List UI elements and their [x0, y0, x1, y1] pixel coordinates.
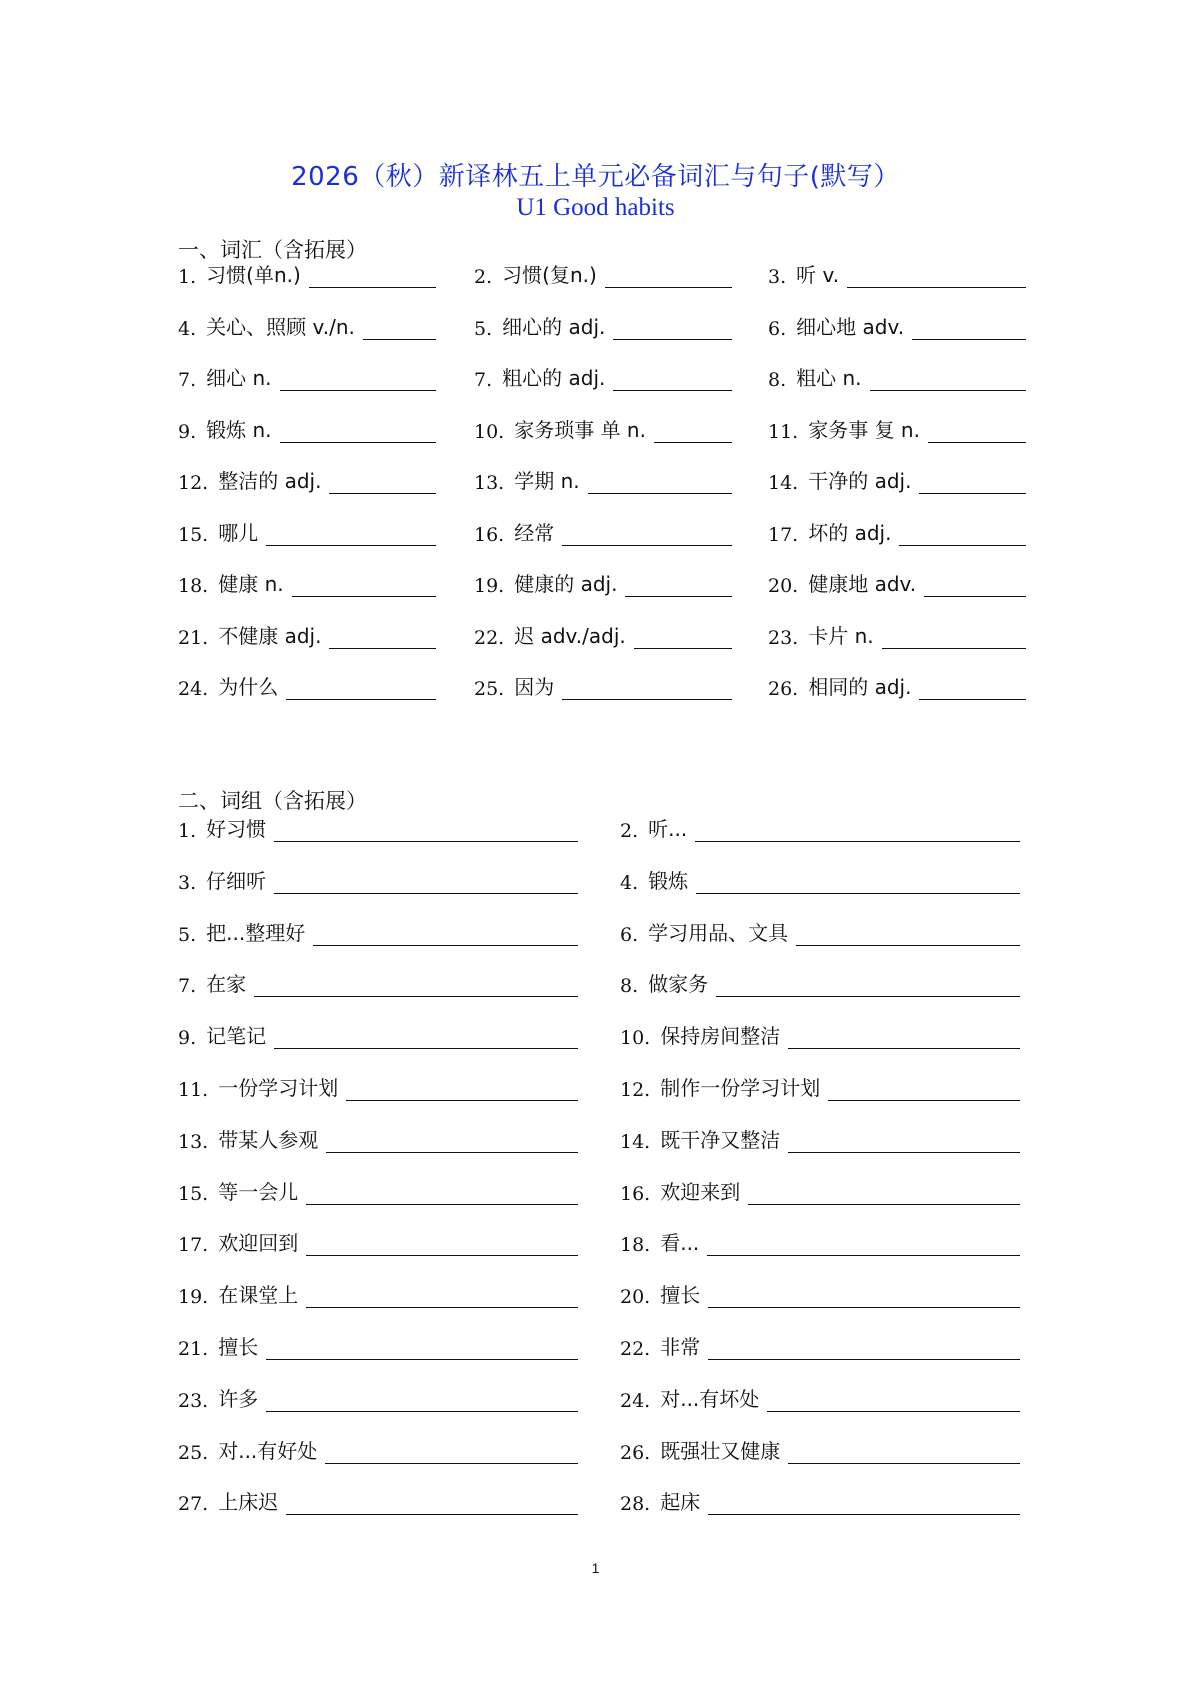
answer-blank[interactable] — [313, 921, 578, 946]
phrase-item — [178, 812, 578, 842]
vocab-item-number: 14. — [768, 472, 799, 494]
vocab-item-label: 家务琐事 单 n. — [514, 417, 646, 442]
phrase-item — [620, 1485, 1020, 1515]
vocab-item-number: 2. — [474, 266, 493, 288]
phrase-item-number: 25. — [178, 1441, 209, 1464]
phrase-item — [178, 864, 578, 894]
phrase-item-number: 28. — [620, 1493, 651, 1516]
vocab-item-number: 19. — [474, 575, 505, 597]
phrase-item-number: 20. — [620, 1286, 651, 1309]
answer-blank[interactable] — [767, 1387, 1020, 1412]
phrase-item — [620, 864, 1020, 894]
answer-blank[interactable] — [882, 624, 1026, 649]
answer-blank[interactable] — [605, 263, 732, 288]
answer-blank[interactable] — [266, 1387, 578, 1412]
phrase-item — [620, 1434, 1020, 1464]
answer-blank[interactable] — [254, 972, 578, 997]
answer-blank[interactable] — [613, 366, 732, 391]
answer-blank[interactable] — [292, 572, 436, 597]
phrase-item-label: 在课堂上 — [218, 1283, 299, 1308]
phrase-item-number: 15. — [178, 1182, 209, 1205]
answer-blank[interactable] — [280, 418, 436, 443]
answer-blank[interactable] — [363, 315, 436, 340]
vocab-item — [178, 516, 436, 546]
phrase-item-label: 看... — [660, 1231, 700, 1256]
vocab-item-label: 习惯(单n.) — [206, 263, 301, 287]
answer-blank[interactable] — [306, 1180, 578, 1205]
answer-blank[interactable] — [326, 1128, 578, 1153]
phrase-item-label: 擅长 — [218, 1335, 259, 1359]
vocab-item-label: 细心 n. — [206, 366, 272, 390]
phrase-item-label: 带某人参观 — [218, 1127, 319, 1152]
phrase-item-number: 22. — [620, 1338, 651, 1360]
phrase-item-number: 19. — [178, 1286, 209, 1309]
answer-blank[interactable] — [329, 469, 436, 494]
vocab-item — [768, 361, 1026, 391]
phrase-item — [620, 1278, 1020, 1308]
phrase-item-number: 16. — [620, 1182, 651, 1205]
answer-blank[interactable] — [708, 1283, 1020, 1308]
phrase-item — [178, 1485, 578, 1515]
phrase-item-label: 欢迎来到 — [660, 1179, 741, 1204]
answer-blank[interactable] — [654, 418, 732, 443]
answer-blank[interactable] — [796, 921, 1020, 946]
phrase-item-label: 听... — [648, 817, 688, 841]
answer-blank[interactable] — [562, 675, 732, 700]
phrase-item — [178, 1226, 578, 1256]
answer-blank[interactable] — [870, 366, 1026, 391]
phrase-item — [178, 1123, 578, 1153]
vocab-item-number: 1. — [178, 266, 197, 288]
answer-blank[interactable] — [286, 1490, 578, 1515]
vocab-item-number: 5. — [474, 317, 493, 340]
phrase-item-label: 把...整理好 — [206, 920, 306, 945]
phrase-item-number: 7. — [178, 975, 197, 998]
phrase-item — [620, 1123, 1020, 1153]
answer-blank[interactable] — [695, 817, 1020, 842]
vocab-item-number: 18. — [178, 575, 209, 597]
vocab-item — [178, 619, 436, 649]
answer-blank[interactable] — [696, 869, 1020, 894]
vocab-item-label: 习惯(复n.) — [502, 263, 597, 287]
vocab-item-number: 16. — [474, 523, 505, 546]
vocab-item — [474, 619, 732, 649]
phrase-item-label: 制作一份学习计划 — [660, 1076, 821, 1100]
vocab-item — [474, 258, 732, 288]
phrase-item-label: 既强壮又健康 — [660, 1438, 781, 1463]
vocab-item-number: 12. — [178, 472, 209, 494]
phrase-item — [620, 967, 1020, 997]
vocab-item-label: 经常 — [514, 520, 555, 545]
vocab-item — [178, 670, 436, 700]
phrase-item-label: 欢迎回到 — [218, 1231, 299, 1256]
phrase-item — [178, 1382, 578, 1412]
vocab-item — [768, 310, 1026, 340]
vocab-item-number: 6. — [768, 317, 787, 340]
vocab-item-label: 家务事 复 n. — [808, 417, 920, 442]
answer-blank[interactable] — [919, 469, 1026, 494]
answer-blank[interactable] — [274, 817, 578, 842]
vocab-item — [178, 310, 436, 340]
phrase-item-number: 14. — [620, 1130, 651, 1153]
phrase-item-number: 18. — [620, 1234, 651, 1257]
phrase-item — [178, 1278, 578, 1308]
phrase-item — [178, 916, 578, 946]
phrase-item-label: 擅长 — [660, 1283, 701, 1308]
vocab-item-label: 坏的 adj. — [808, 520, 892, 545]
phrase-item-number: 3. — [178, 871, 197, 894]
phrase-item-number: 4. — [620, 871, 639, 894]
vocab-item-number: 20. — [768, 575, 799, 597]
vocab-item — [474, 670, 732, 700]
answer-blank[interactable] — [306, 1283, 578, 1308]
answer-blank[interactable] — [847, 263, 1026, 288]
answer-blank[interactable] — [309, 263, 436, 288]
vocab-item-label: 为什么 — [218, 675, 279, 699]
answer-blank[interactable] — [788, 1128, 1020, 1153]
phrase-item-label: 做家务 — [648, 972, 709, 997]
vocab-item-label: 细心地 adv. — [796, 314, 905, 339]
vocab-item-label: 锻炼 n. — [206, 417, 272, 442]
phrase-item-number: 12. — [620, 1079, 651, 1101]
vocab-item-number: 25. — [474, 678, 505, 700]
vocab-item-number: 26. — [768, 678, 799, 700]
vocab-item — [474, 361, 732, 391]
phrase-item-number: 11. — [178, 1079, 209, 1101]
vocab-item-number: 13. — [474, 472, 505, 494]
answer-blank[interactable] — [912, 315, 1026, 340]
phrase-item-label: 锻炼 — [648, 868, 689, 893]
vocab-item — [474, 413, 732, 443]
vocab-item-label: 卡片 n. — [808, 623, 874, 648]
vocab-item — [178, 361, 436, 391]
vocab-item-label: 干净的 adj. — [808, 469, 912, 493]
phrase-item — [178, 1175, 578, 1205]
answer-blank[interactable] — [748, 1180, 1020, 1205]
answer-blank[interactable] — [928, 418, 1026, 443]
phrase-item-label: 记笔记 — [206, 1024, 267, 1049]
vocab-item-number: 11. — [768, 420, 799, 443]
phrase-item-label: 非常 — [660, 1335, 701, 1359]
vocab-item — [768, 619, 1026, 649]
vocab-item — [178, 567, 436, 597]
vocab-item-number: 9. — [178, 420, 197, 443]
phrase-item-label: 等一会儿 — [218, 1179, 299, 1204]
vocab-item — [178, 413, 436, 443]
phrase-item — [178, 1434, 578, 1464]
phrase-item — [620, 1175, 1020, 1205]
answer-blank[interactable] — [266, 521, 436, 546]
vocab-item-number: 3. — [768, 266, 787, 288]
page-title: 2026（秋）新译林五上单元必备词汇与句子(默写） — [291, 162, 900, 192]
phrase-item-number: 26. — [620, 1441, 651, 1464]
answer-blank[interactable] — [716, 972, 1020, 997]
vocab-item-number: 23. — [768, 626, 799, 649]
vocab-item — [178, 258, 436, 288]
vocab-item — [178, 464, 436, 494]
answer-blank[interactable] — [924, 572, 1026, 597]
phrase-item-number: 6. — [620, 923, 639, 946]
vocab-item-label: 粗心 n. — [796, 366, 862, 390]
vocab-item-label: 整洁的 adj. — [218, 469, 322, 493]
vocab-item — [768, 567, 1026, 597]
vocab-item-label: 关心、照顾 v./n. — [206, 314, 355, 339]
phrase-item — [178, 1071, 578, 1101]
phrase-item-number: 8. — [620, 975, 639, 998]
phrase-item-number: 21. — [178, 1338, 209, 1360]
answer-blank[interactable] — [708, 1335, 1020, 1360]
phrase-item — [620, 916, 1020, 946]
phrase-item — [620, 1019, 1020, 1049]
vocab-item-number: 22. — [474, 626, 505, 649]
vocab-item-label: 不健康 adj. — [218, 623, 322, 648]
vocab-item-label: 粗心的 adj. — [502, 366, 606, 390]
vocab-item-label: 迟 adv./adj. — [514, 623, 626, 648]
vocab-item — [474, 516, 732, 546]
answer-blank[interactable] — [707, 1231, 1020, 1256]
answer-blank[interactable] — [274, 869, 578, 894]
phrase-item-label: 起床 — [660, 1490, 701, 1515]
answer-blank[interactable] — [613, 315, 732, 340]
vocab-section-heading: 一、词汇（含拓展） — [178, 238, 367, 262]
vocab-item-label: 细心的 adj. — [502, 314, 606, 339]
answer-blank[interactable] — [919, 675, 1026, 700]
phrase-item — [620, 1382, 1020, 1412]
vocab-item — [474, 464, 732, 494]
phrase-item-label: 仔细听 — [206, 868, 267, 893]
phrase-item — [620, 812, 1020, 842]
vocab-item — [474, 310, 732, 340]
answer-blank[interactable] — [828, 1076, 1020, 1101]
vocab-item — [768, 464, 1026, 494]
vocab-item — [768, 670, 1026, 700]
phrase-section-heading: 二、词组（含拓展） — [178, 789, 367, 813]
answer-blank[interactable] — [346, 1076, 578, 1101]
answer-blank[interactable] — [280, 366, 436, 391]
phrase-item-number: 13. — [178, 1130, 209, 1153]
vocab-item-number: 15. — [178, 523, 209, 546]
phrase-item-label: 许多 — [218, 1386, 259, 1411]
vocab-item-number: 17. — [768, 523, 799, 546]
phrase-item — [178, 1330, 578, 1360]
phrase-item-label: 学习用品、文具 — [648, 920, 789, 945]
unit-subtitle: U1 Good habits — [516, 194, 675, 221]
vocab-item-number: 21. — [178, 626, 209, 649]
vocab-item-number: 24. — [178, 678, 209, 700]
phrase-item — [178, 1019, 578, 1049]
vocab-item-number: 8. — [768, 369, 787, 391]
vocab-item — [768, 516, 1026, 546]
answer-blank[interactable] — [306, 1231, 578, 1256]
answer-blank[interactable] — [899, 521, 1026, 546]
phrase-item-label: 在家 — [206, 972, 247, 997]
phrase-item-label: 对...有坏处 — [660, 1386, 760, 1411]
vocab-item-number: 4. — [178, 317, 197, 340]
vocab-item-number: 7. — [474, 369, 493, 391]
answer-blank[interactable] — [562, 521, 732, 546]
vocab-item-label: 因为 — [514, 675, 555, 699]
answer-blank[interactable] — [788, 1024, 1020, 1049]
vocab-item — [768, 413, 1026, 443]
phrase-item-number: 23. — [178, 1389, 209, 1412]
vocab-item-label: 相同的 adj. — [808, 675, 912, 699]
phrase-item-label: 保持房间整洁 — [660, 1024, 781, 1049]
vocab-item — [768, 258, 1026, 288]
phrase-item — [178, 967, 578, 997]
answer-blank[interactable] — [274, 1024, 578, 1049]
answer-blank[interactable] — [329, 624, 436, 649]
vocab-item-number: 7. — [178, 369, 197, 391]
phrase-item-number: 2. — [620, 820, 639, 842]
vocab-item-label: 健康的 adj. — [514, 572, 618, 596]
phrase-item-number: 9. — [178, 1027, 197, 1050]
vocab-item-label: 学期 n. — [514, 469, 580, 493]
answer-blank[interactable] — [788, 1439, 1020, 1464]
phrase-item-number: 5. — [178, 923, 197, 946]
vocab-item-label: 健康地 adv. — [808, 572, 917, 596]
phrase-item-label: 既干净又整洁 — [660, 1127, 781, 1152]
answer-blank[interactable] — [325, 1439, 578, 1464]
answer-blank[interactable] — [588, 469, 732, 494]
phrase-item — [620, 1330, 1020, 1360]
phrase-item-number: 1. — [178, 820, 197, 842]
answer-blank[interactable] — [286, 675, 436, 700]
phrase-item-number: 10. — [620, 1027, 651, 1050]
phrase-item-label: 好习惯 — [206, 817, 267, 841]
phrase-item-label: 上床迟 — [218, 1490, 279, 1515]
answer-blank[interactable] — [708, 1490, 1020, 1515]
phrase-item — [620, 1226, 1020, 1256]
vocab-item-number: 10. — [474, 420, 505, 443]
page-number: 1 — [591, 1560, 600, 1576]
phrase-item-number: 24. — [620, 1389, 651, 1412]
vocab-item-label: 听 v. — [796, 263, 840, 287]
answer-blank[interactable] — [634, 624, 732, 649]
phrase-item-label: 一份学习计划 — [218, 1076, 339, 1100]
vocab-item-label: 健康 n. — [218, 572, 284, 596]
vocab-item-label: 哪儿 — [218, 520, 259, 545]
phrase-item-number: 27. — [178, 1493, 209, 1516]
vocab-item — [474, 567, 732, 597]
answer-blank[interactable] — [625, 572, 732, 597]
phrase-item-number: 17. — [178, 1234, 209, 1257]
phrase-item — [620, 1071, 1020, 1101]
answer-blank[interactable] — [266, 1335, 578, 1360]
phrase-item-label: 对...有好处 — [218, 1438, 318, 1463]
